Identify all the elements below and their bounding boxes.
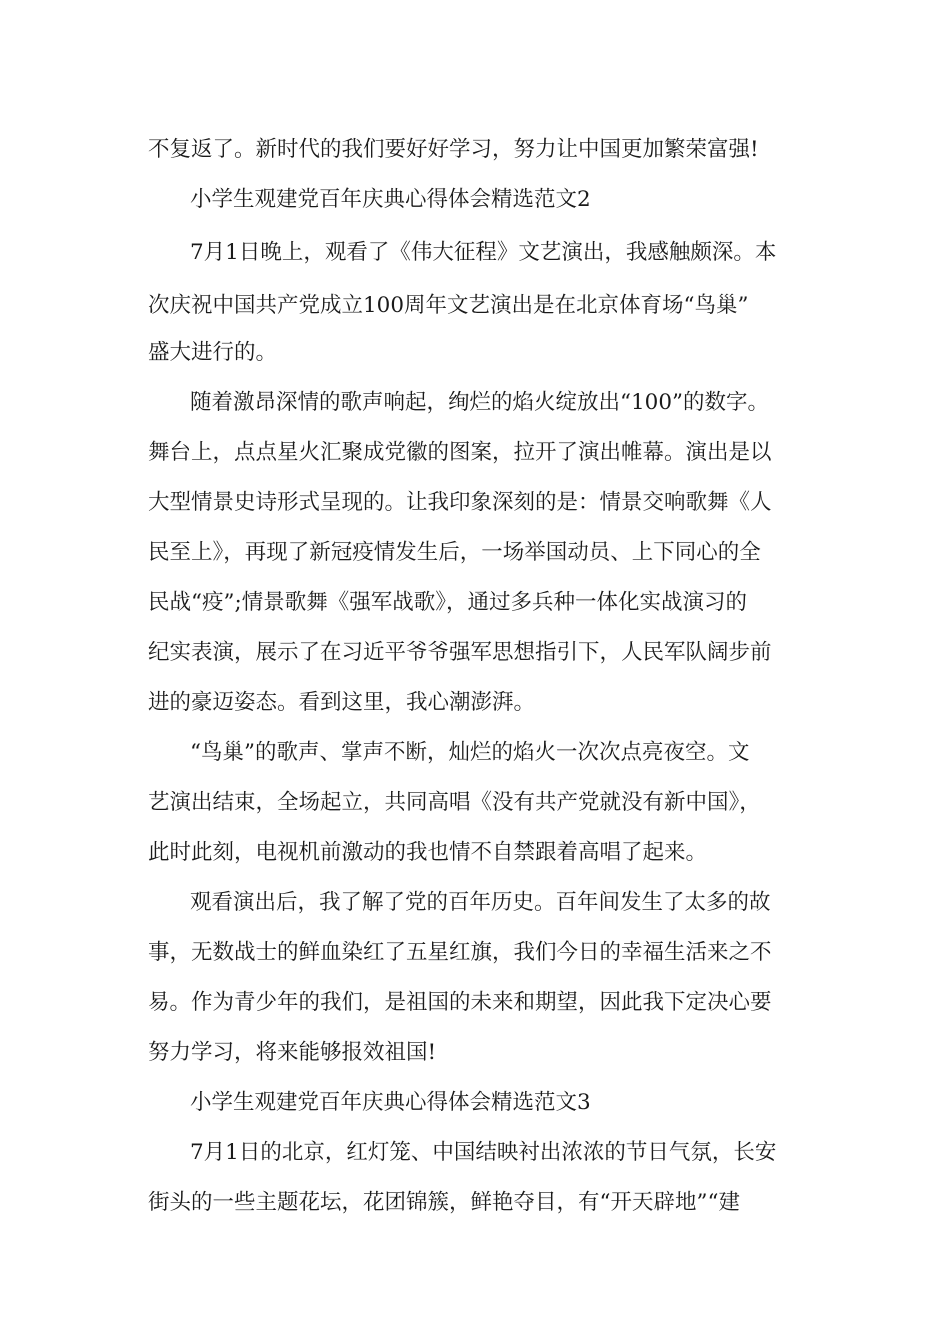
text-line: 7月1日的北京，红灯笼、中国结映衬出浓浓的节日气氛，长安 bbox=[190, 1140, 777, 1165]
text-line: 随着激昂深情的歌声响起，绚烂的焰火绽放出“100”的数字。 bbox=[190, 390, 770, 415]
text-line: 不复返了。新时代的我们要好好学习，努力让中国更加繁荣富强! bbox=[148, 137, 759, 162]
text-line: 努力学习，将来能够报效祖国! bbox=[148, 1040, 437, 1065]
text-line: 纪实表演，展示了在习近平爷爷强军思想指引下，人民军队阔步前 bbox=[148, 640, 772, 665]
text-line: 7月1日晚上，观看了《伟大征程》文艺演出，我感触颇深。本 bbox=[190, 240, 777, 265]
section-heading: 小学生观建党百年庆典心得体会精选范文3 bbox=[190, 1090, 591, 1115]
section-heading: 小学生观建党百年庆典心得体会精选范文2 bbox=[190, 187, 591, 212]
text-line: 盛大进行的。 bbox=[148, 340, 278, 365]
text-line: 观看演出后，我了解了党的百年历史。百年间发生了太多的故 bbox=[190, 890, 771, 915]
text-line: 事，无数战士的鲜血染红了五星红旗，我们今日的幸福生活来之不 bbox=[148, 940, 772, 965]
text-line: 次庆祝中国共产党成立100周年文艺演出是在北京体育场“鸟巢” bbox=[148, 293, 749, 318]
text-line: “鸟巢”的歌声、掌声不断，灿烂的焰火一次次点亮夜空。文 bbox=[190, 740, 750, 765]
text-line: 进的豪迈姿态。看到这里，我心潮澎湃。 bbox=[148, 690, 536, 715]
text-line: 艺演出结束，全场起立，共同高唱《没有共产党就没有新中国》， bbox=[148, 790, 761, 815]
text-line: 街头的一些主题花坛，花团锦簇，鲜艳夺目，有“开天辟地”“建 bbox=[148, 1190, 740, 1215]
text-line: 民战“疫”;情景歌舞《强军战歌》，通过多兵种一体化实战演习的 bbox=[148, 590, 747, 615]
text-line: 民至上》，再现了新冠疫情发生后，一场举国动员、上下同心的全 bbox=[148, 540, 761, 565]
text-line: 舞台上，点点星火汇聚成党徽的图案，拉开了演出帷幕。演出是以 bbox=[148, 440, 772, 465]
text-line: 大型情景史诗形式呈现的。让我印象深刻的是：情景交响歌舞《人 bbox=[148, 490, 772, 515]
text-line: 此时此刻，电视机前激动的我也情不自禁跟着高唱了起来。 bbox=[148, 840, 708, 865]
text-line: 易。作为青少年的我们，是祖国的未来和期望，因此我下定决心要 bbox=[148, 990, 772, 1015]
